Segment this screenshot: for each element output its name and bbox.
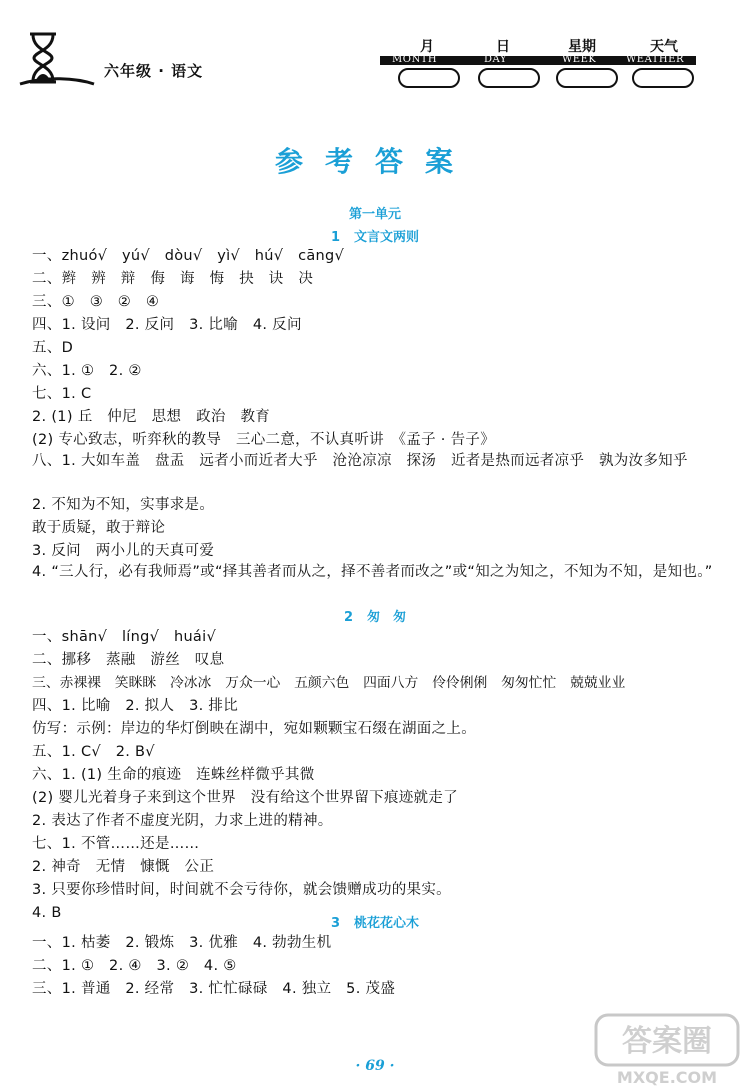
answer-line: 八、1. 大如车盖 盘盂 远者小而近者大乎 沧沧凉凉 探汤 近者是热而远者凉乎 孰为汝多知乎: [32, 453, 688, 469]
lesson-number: 3: [330, 916, 341, 931]
answer-line: 一、shān√ líng√ huái√: [32, 629, 216, 645]
answer-line: 三、① ③ ② ④: [32, 294, 160, 310]
answer-line: 六、1. (1) 生命的痕迹 连蛛丝样微乎其微: [32, 767, 315, 783]
lesson-number: 2: [343, 610, 354, 625]
watermark-logo: [592, 1011, 742, 1089]
answer-line: 三、1. 普通 2. 经常 3. 忙忙碌碌 4. 独立 5. 茂盛: [32, 981, 396, 997]
lesson-heading-2: [0, 606, 750, 625]
answer-line: 二、挪移 蒸融 游丝 叹息: [32, 652, 225, 668]
answer-line: (2) 婴儿光着身子来到这个世界 没有给这个世界留下痕迹就走了: [32, 790, 458, 806]
answer-line: 七、1. C: [32, 386, 92, 402]
page-title: 参考答案: [274, 145, 475, 178]
date-weather-box: [378, 36, 696, 92]
weather-field: [632, 68, 694, 88]
answer-line: 一、zhuó√ yú√ dòu√ yì√ hú√ cāng√: [32, 248, 345, 264]
watermark-url: MXQE.COM: [616, 1068, 718, 1087]
answer-line: 4. B: [32, 905, 62, 921]
weather-label: 天气: [650, 39, 678, 55]
lesson-heading-3: [0, 912, 750, 931]
month-en: MONTH: [392, 54, 438, 65]
answer-line: 六、1. ① 2. ②: [32, 363, 142, 379]
answer-line: 二、辫 辨 辩 侮 诲 悔 抉 诀 决: [32, 271, 314, 287]
answer-line: 四、1. 比喻 2. 拟人 3. 排比: [32, 698, 239, 714]
answer-line: 2. 表达了作者不虚度光阴，力求上进的精神。: [32, 813, 333, 829]
page-header: [0, 0, 750, 110]
answer-line: (2) 专心致志，听弈秋的教导 三心二意，不认真听讲 《孟子 · 告子》: [32, 432, 496, 448]
month-label: 月: [420, 39, 434, 55]
answer-line: 二、1. ① 2. ④ 3. ② 4. ⑤: [32, 958, 237, 974]
lesson-heading-1: [0, 226, 750, 245]
week-en: WEEK: [562, 54, 597, 65]
answer-line: 2. (1) 丘 仲尼 思想 政治 教育: [32, 409, 271, 425]
week-label: 星期: [568, 39, 596, 55]
unit-heading: 第一单元: [348, 207, 401, 222]
answer-line: 三、赤裸裸 笑眯眯 冷冰冰 万众一心 五颜六色 四面八方 伶伶俐俐 匆匆忙忙 兢兢业业: [32, 675, 626, 691]
day-label: 日: [496, 39, 510, 55]
lesson-number: 1: [330, 230, 341, 245]
answer-line: 仿写：示例：岸边的华灯倒映在湖中，宛如颗颗宝石缀在湖面之上。: [32, 721, 476, 737]
day-field: [478, 68, 540, 88]
answer-line: 五、1. C√ 2. B√: [32, 744, 155, 760]
day-en: DAY: [484, 54, 507, 65]
page-number: · 69 ·: [355, 1058, 395, 1074]
answer-line: 2. 神奇 无情 慷慨 公正: [32, 859, 215, 875]
answer-line: 敢于质疑，敢于辩论: [32, 520, 166, 536]
date-english-bar: [380, 56, 696, 65]
weather-en: WEATHER: [626, 54, 684, 65]
lesson-name: 文言文两则: [354, 230, 420, 245]
hourglass-icon: [16, 30, 96, 86]
answer-line: 一、1. 枯萎 2. 锻炼 3. 优雅 4. 勃勃生机: [32, 935, 332, 951]
lesson-name: 桃花花心木: [354, 916, 420, 931]
answer-line: 3. 反问 两小儿的天真可爱: [32, 543, 215, 559]
month-field: [398, 68, 460, 88]
watermark-text: 答案圈: [622, 1024, 712, 1059]
answer-line: 四、1. 设问 2. 反问 3. 比喻 4. 反问: [32, 317, 302, 333]
grade-subject: 六年级 · 语文: [104, 62, 204, 80]
answer-line: 五、D: [32, 340, 74, 356]
answer-line: 2. 不知为不知，实事求是。: [32, 497, 215, 513]
answer-line: 4. “三人行，必有我师焉”或“择其善者而从之，择不善者而改之”或“知之为知之，不知为不知，是知也。”: [32, 564, 713, 580]
answer-line: 3. 只要你珍惜时间，时间就不会亏待你，就会馈赠成功的果实。: [32, 882, 451, 898]
answer-line: 七、1. 不管……还是……: [32, 836, 200, 852]
lesson-name: 匆 匆: [367, 610, 407, 625]
week-field: [556, 68, 618, 88]
